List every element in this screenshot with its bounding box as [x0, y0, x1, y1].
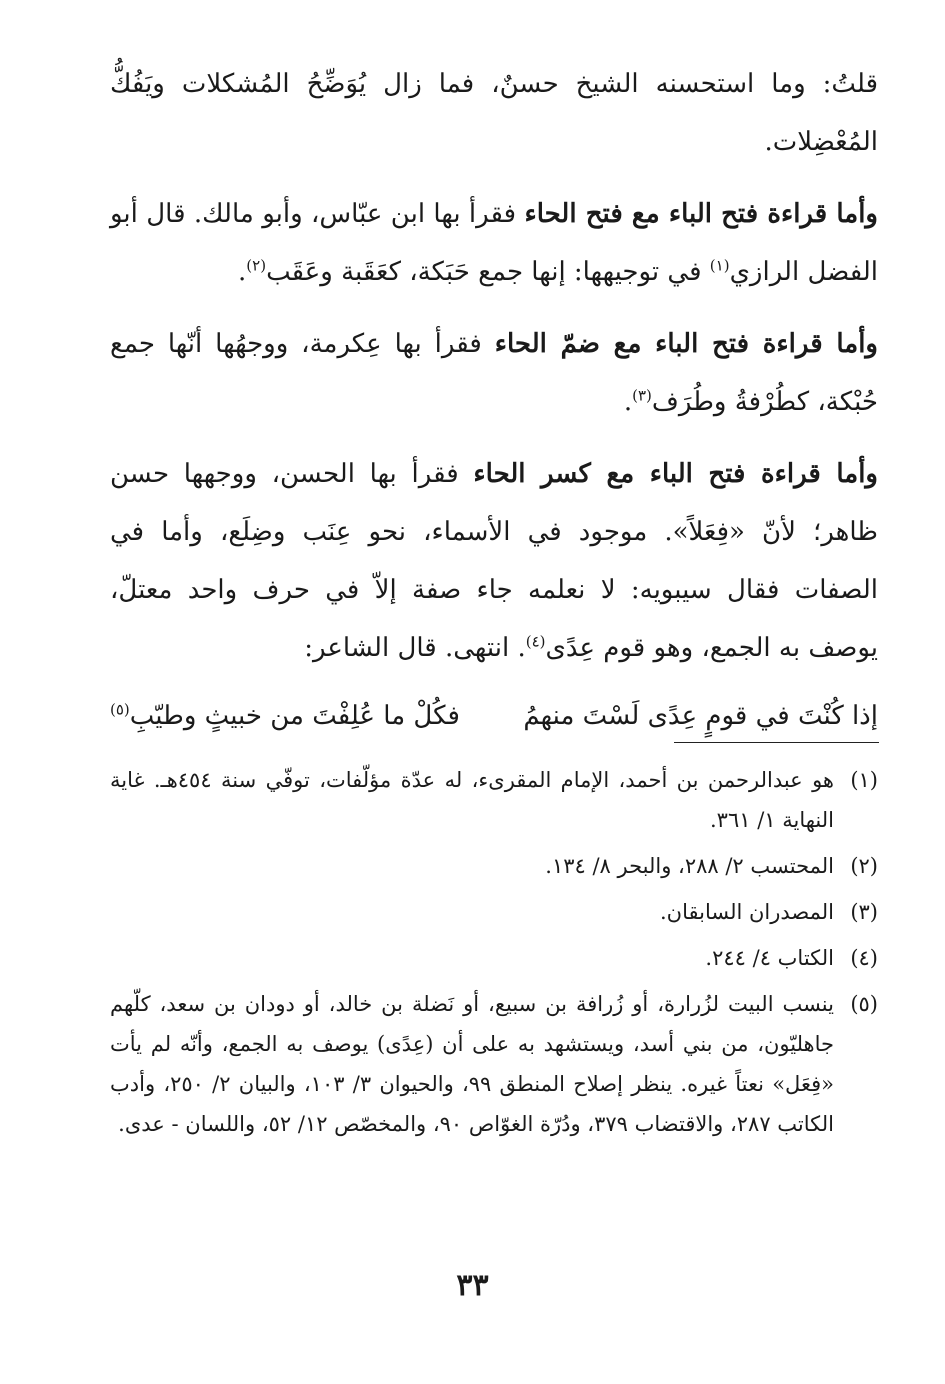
footnote-number: (٢) [850, 854, 878, 878]
main-text [110, 55, 878, 745]
paragraph-1 [110, 55, 878, 171]
footnote-divider [674, 742, 879, 743]
footnote-ref: (٣) [632, 386, 652, 405]
paragraph-3 [110, 315, 878, 431]
footnote-4 [110, 938, 878, 978]
bold-run: وأما قراءة فتح الباء مع فتح الحاء [524, 199, 878, 229]
text-run: . [238, 257, 247, 287]
verse-footnote-ref: (٥) [110, 700, 130, 719]
footnote-3 [110, 892, 878, 932]
footnote-ref: (٤) [525, 632, 546, 651]
text-run: في توجيهها: إنها جمع حَبَكة، كعَقَبة وعَقَب [266, 257, 710, 287]
page-number: ٣٣ [456, 1268, 489, 1303]
footnote-2 [110, 846, 878, 886]
footnote-text: هو عبدالرحمن بن أحمد، الإمام المقرىء، له عدّة مؤلّفات، توفّي سنة ٤٥٤هـ. غاية النهاية ١/ ٣٦١. [110, 768, 835, 832]
paragraph-2 [110, 185, 878, 301]
paragraph-4 [110, 445, 878, 677]
footnote-ref: (٢) [246, 256, 267, 275]
bold-run: وأما قراءة فتح الباء مع ضمّ الحاء [494, 329, 878, 359]
footnote-number: (١) [850, 768, 878, 792]
footnotes [110, 760, 878, 1150]
text-run: فقرأ بها الحسن، ووجهها حسن ظاهر؛ لأنّ «فِعَلاً». موجود في الأسماء، نحو عِنَب وضِلَع، وأما في الصفات فقال سيبويه: لا نعلمه جاء صفة إلاّ في حرف واحد معتلّ، يوصف به الجمع، وهو قوم عِدًى [110, 459, 878, 663]
text-run: . [623, 387, 633, 417]
text-run: فقرأ بها عِكرمة، ووجهُها أنّها جمع حُبْكة، كطُرْفةُ وطُرَف [110, 329, 878, 417]
footnote-text: ينسب البيت لزُرارة، أو زُرافة بن سبيع، أو نَضلة بن خالد، أو دودان بن سعد، كلّهم جاهليّون، من بني أسد، ويستشهد به على أن (عِدًى) يوصف به الجمع، وأنّه لم يأت «فِعَل» نعتاً غيره. ينظر إصلاح المنطق ٩٩، والحيوان ٣/ ١٠٣، والبيان ٢/ ٢٥٠، وأدب الكاتب ٢٨٧، والاقتضاب ٣٧٩، ودُرّة الغوّاص ٩٠، والمخصّص ١٢/ ٥٢، واللسان - عدى. [110, 992, 834, 1136]
verse-second-hemistich-wrap [110, 687, 460, 745]
text-run: فقرأ بها ابن عبّاس، وأبو مالك. قال أبو الفضل الرازي [110, 199, 878, 287]
footnote-number: (٤) [850, 946, 878, 970]
footnote-number: (٥) [850, 992, 878, 1016]
verse-first-hemistich: إذا كُنْتَ في قومٍ عِدًى لَسْتَ منهمُ [523, 701, 878, 731]
footnote-number: (٣) [850, 900, 878, 924]
footnote-ref: (١) [709, 256, 730, 275]
footnote-text: المصدران السابقان. [659, 900, 834, 924]
footnote-5 [110, 984, 878, 1144]
footnote-text: المحتسب ٢/ ٢٨٨، والبحر ٨/ ١٣٤. [545, 854, 834, 878]
footnote-1 [110, 760, 878, 840]
footnote-text: الكتاب ٤/ ٢٤٤. [705, 946, 834, 970]
poetry-verse [110, 687, 878, 745]
text-run: . انتهى. قال الشاعر: [304, 633, 526, 663]
bold-run: وأما قراءة فتح الباء مع كسر الحاء [473, 459, 878, 489]
verse-second-hemistich: فكُلْ ما عُلِفْتَ من خبيثٍ وطيّبِ [129, 701, 460, 731]
text-run: قلتُ: وما استحسنه الشيخ حسنٌ، فما زال يُوَضِّحُ المُشكلات ويَفُكُّ المُعْضِلات. [110, 69, 878, 157]
